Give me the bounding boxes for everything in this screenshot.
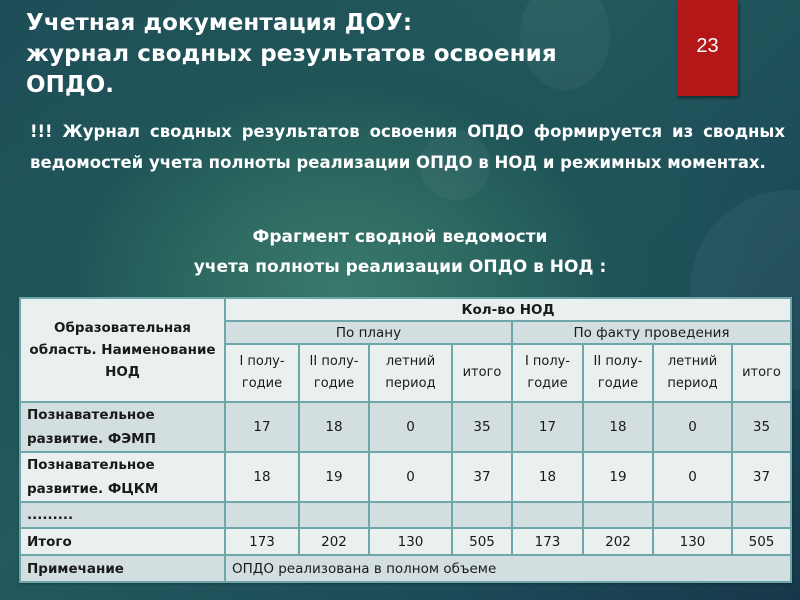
cell: 35: [732, 402, 791, 452]
cell: [225, 502, 299, 528]
subgroup-actual: По факту проведения: [512, 321, 791, 344]
cell: 0: [653, 452, 732, 502]
cell: 37: [452, 452, 512, 502]
row-label: Итого: [20, 528, 225, 555]
cell: 35: [452, 402, 512, 452]
cell: [369, 502, 452, 528]
cell: 202: [299, 528, 369, 555]
cell: [512, 502, 583, 528]
subgroup-plan: По плану: [225, 321, 512, 344]
cell: 130: [653, 528, 732, 555]
column-header: итого: [732, 344, 791, 402]
row-label: .........: [20, 502, 225, 528]
caption-line: учета полноты реализации ОПДО в НОД :: [193, 257, 607, 277]
group-header-cell: Кол-во НОД: [225, 298, 791, 321]
cell: 37: [732, 452, 791, 502]
row-header-cell: [20, 298, 225, 402]
cell: 173: [512, 528, 583, 555]
table-row: [20, 402, 791, 452]
cell: [732, 502, 791, 528]
cell: [299, 502, 369, 528]
cell: 19: [299, 452, 369, 502]
intro-paragraph: !!! Журнал сводных результатов освоения ОПДО формируется из сводных ведомостей учета полноты реализации ОПДО в НОД и режимных моментах.: [30, 122, 785, 172]
cell: 18: [512, 452, 583, 502]
title-line: Учетная документация ДОУ:: [26, 10, 413, 36]
cell: [583, 502, 653, 528]
cell: [653, 502, 732, 528]
note-text: ОПДО реализована в полном объеме: [225, 555, 791, 582]
page-number-badge: 23: [677, 0, 738, 96]
cell: [452, 502, 512, 528]
cell: 130: [369, 528, 452, 555]
cell: 0: [653, 402, 732, 452]
column-header: летний период: [653, 344, 732, 402]
cell: 19: [583, 452, 653, 502]
row-label: Познавательное развитие. ФЭМП: [20, 402, 225, 452]
title-line: журнал сводных результатов освоения: [26, 41, 557, 67]
cell: 18: [225, 452, 299, 502]
caption-line: Фрагмент сводной ведомости: [252, 227, 548, 247]
column-header: II полу- годие: [583, 344, 653, 402]
cell: 18: [299, 402, 369, 452]
row-label: Познавательное развитие. ФЦКМ: [20, 452, 225, 502]
column-header: I полу- годие: [225, 344, 299, 402]
note-label: Примечание: [20, 555, 225, 582]
title-line: ОПДО.: [26, 72, 115, 98]
cell: 0: [369, 402, 452, 452]
column-header: летний период: [369, 344, 452, 402]
row-header-label: Образовательная область. Наименование НОД: [29, 320, 216, 380]
column-header: II полу- годие: [299, 344, 369, 402]
table-row: [20, 502, 791, 528]
table-caption: [100, 222, 700, 282]
column-header: I полу- годие: [512, 344, 583, 402]
cell: 18: [583, 402, 653, 452]
table-row: [20, 452, 791, 502]
table-row-total: [20, 528, 791, 555]
cell: 173: [225, 528, 299, 555]
table-row-note: [20, 555, 791, 582]
cell: 505: [732, 528, 791, 555]
cell: 0: [369, 452, 452, 502]
cell: 17: [225, 402, 299, 452]
slide-title: [26, 8, 646, 101]
cell: 17: [512, 402, 583, 452]
column-header: итого: [452, 344, 512, 402]
summary-table: [19, 297, 792, 583]
cell: 202: [583, 528, 653, 555]
cell: 505: [452, 528, 512, 555]
